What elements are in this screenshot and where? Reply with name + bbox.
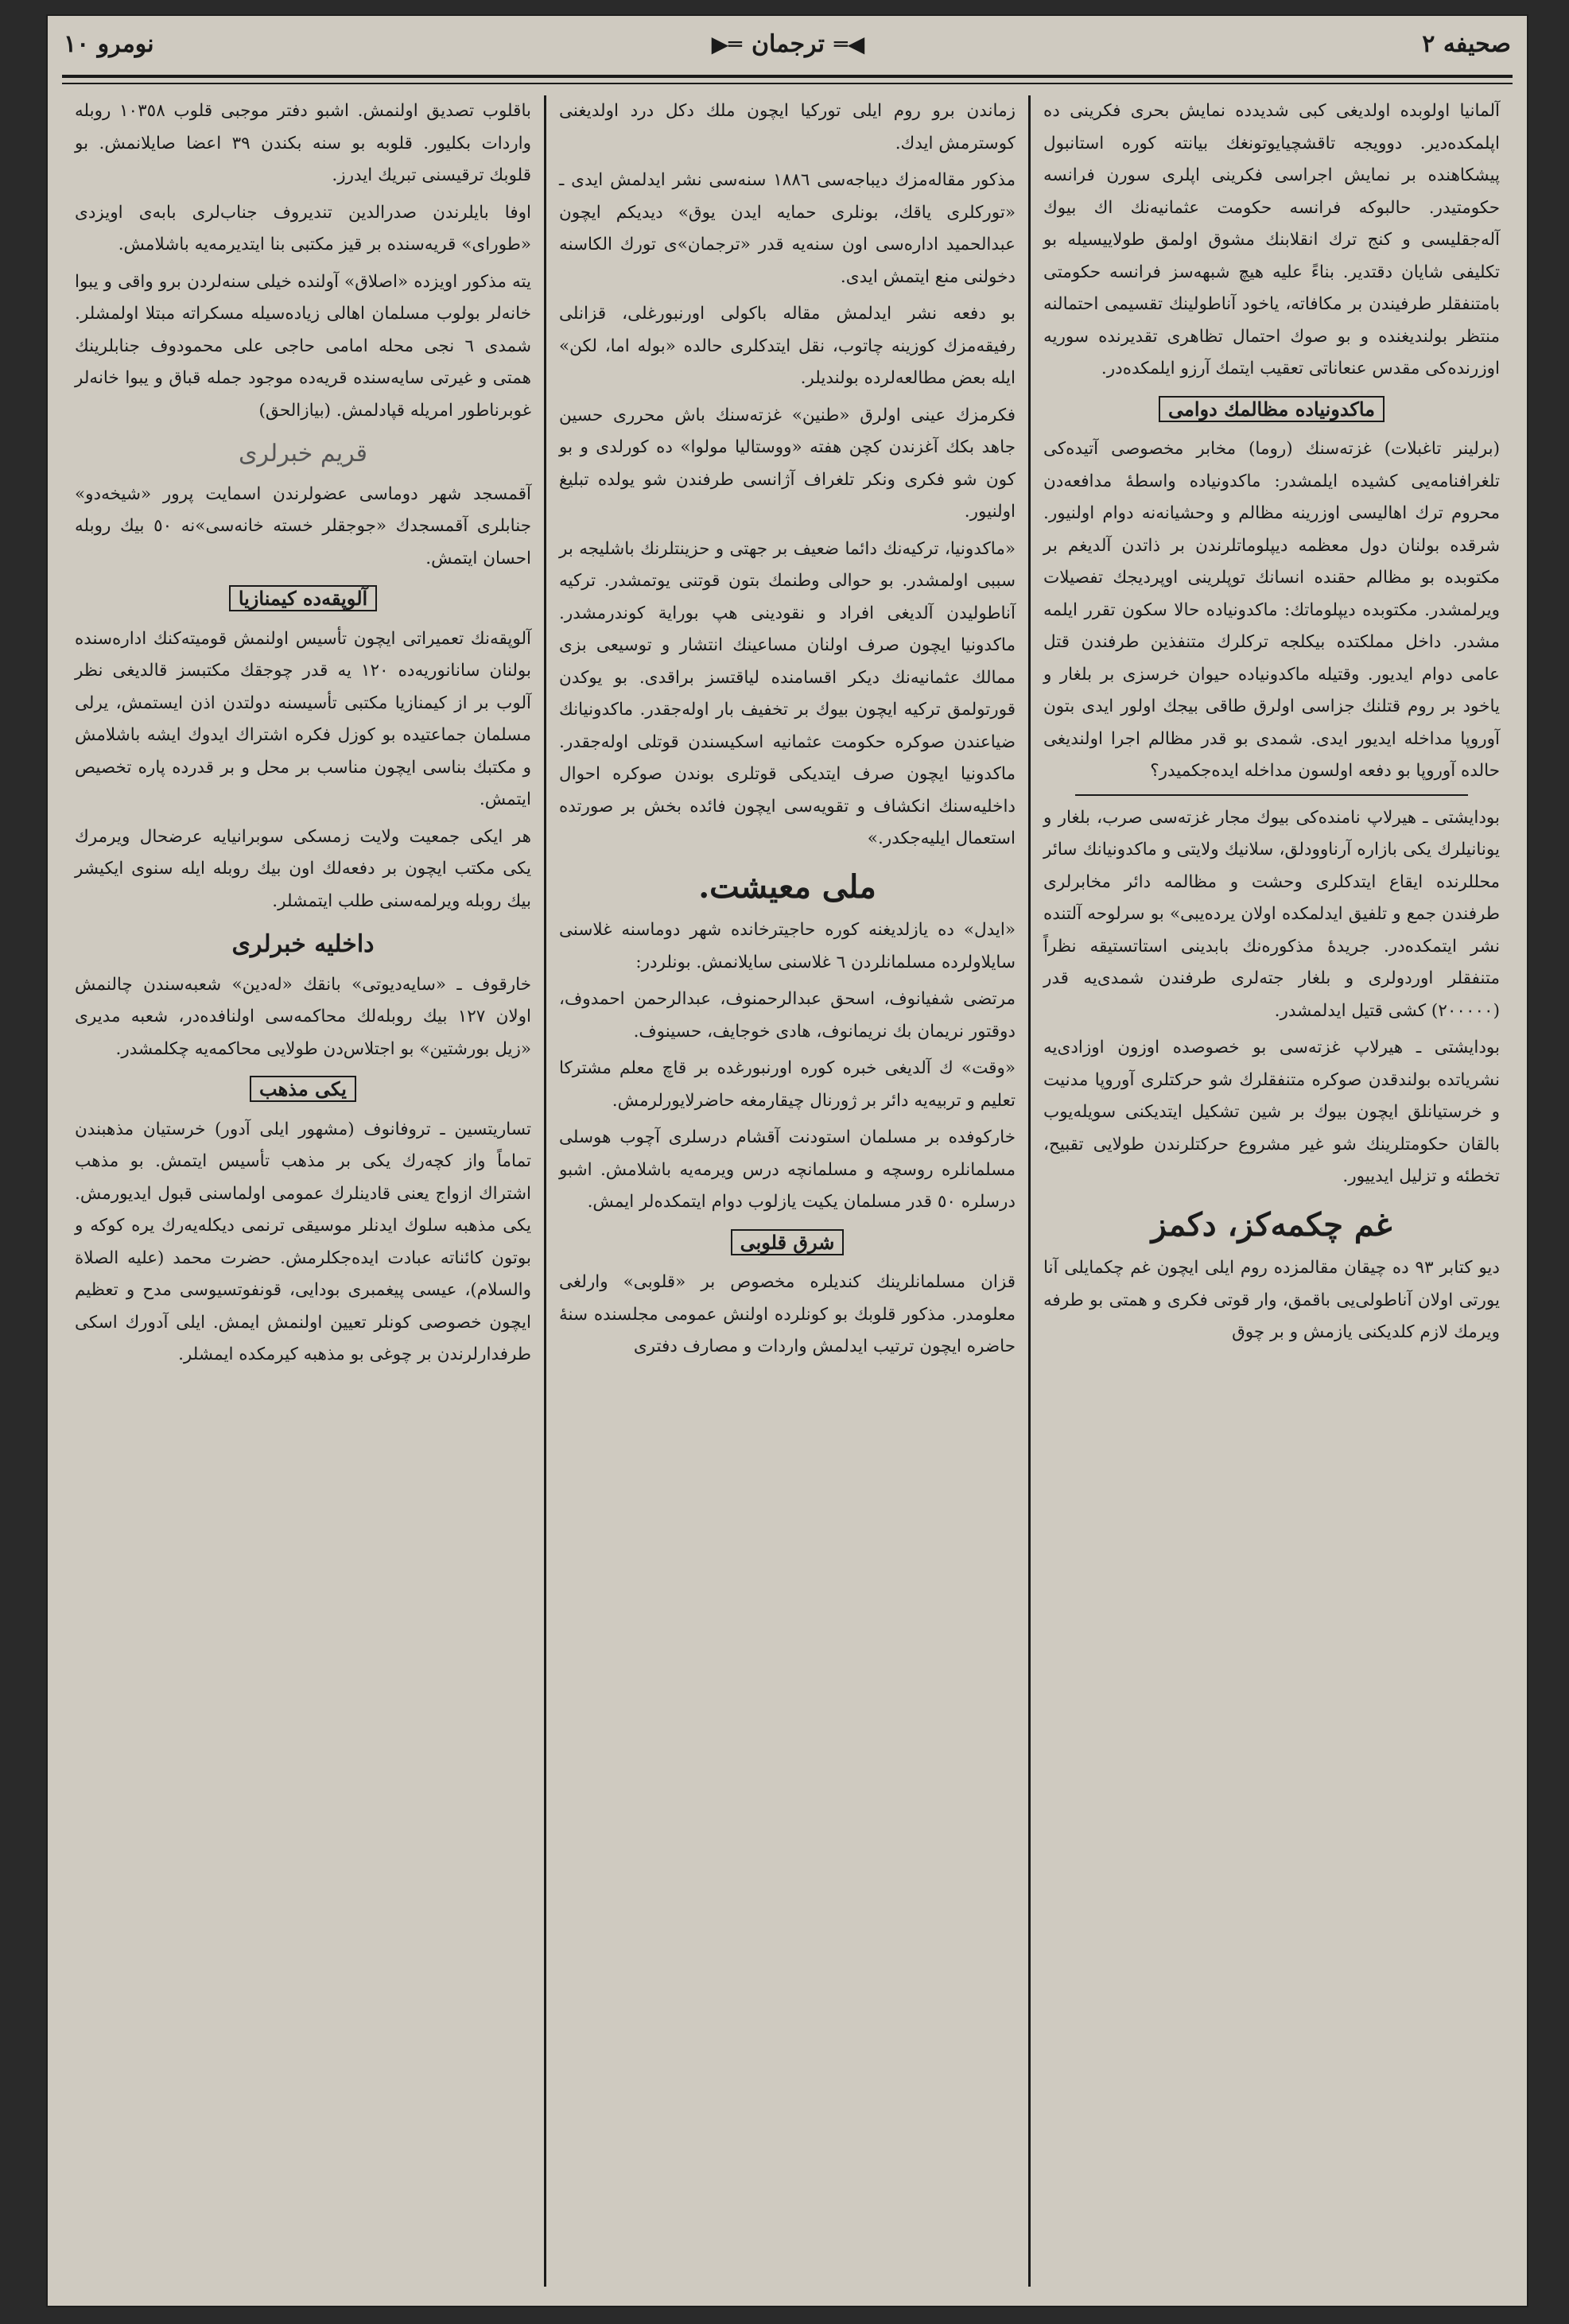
- article-paragraph: تساريتسين ـ تروفانوف (مشهور ايلى آدور) خرستيان مذهبندن تماماً واز كچه‌رك يكى بر مذهب تأسيس ايتمش. بو مذهب اشتراك ازواج يعنى قادينلرك عمومى اولماسنى قبول ايديورمش. يكى مذهبه سلوك ايدنلر موسيقى ترنمى ديكله‌يه‌رك يره كوكه و بوتون كائناته عبادت ايده‌جكلرمش. حضرت محمد (عليه الصلاة والسلام)، عيسى پيغمبرى بودايى، قونفوتسيوسى مدح و تعظيم ايچون خصوصى كونلر تعيين اولنمش ايمش. ايلى آدورك اسكى طرفدارلرندن بر چوغى بو مذهبه كيرمكده ايمشلر.: [75, 1119, 531, 1364]
- section-divider: [1075, 794, 1468, 796]
- issue-number: نومرو ١٠: [64, 29, 154, 58]
- article-paragraph: قزان مسلمانلرينك كنديلره مخصوص بر «قلوبى» وارلغى معلومدر. مذكور قلوبك بو كونلرده اولنش عمومى مجلسنده سنهٔ حاضره ايچون ترتيب ايدلمش واردات و مصارف دفترى: [559, 1272, 1016, 1356]
- article-paragraph: هر ايكى جمعيت ولايت زمسكى سوبرانيا‌يه عرضحال ويرمرك يكى مكتب ايچون بر دفعه‌لك اون بيك روبله ايله سنوى ايكيشر بيك روبله ويرلمه‌سنى طلب ايتمشلر.: [75, 826, 531, 911]
- article-paragraph: مرتضى شفيانوف، اسحق عبدالرحمنوف، عبدالرحمن احمدوف، دوقتور نريمان بك نريمانوف، هادى خوجايف، حسينوف.: [559, 989, 1016, 1042]
- article-paragraph: خارقوف ـ «سايه‌ديوتى» بانقك «له‌دين» شعبه‌سندن چالنمش اولان ١٢٧ بيك روبله‌لك محاكمه‌سى اولنافده‌در، شعبه مديرى «زيل بورشتين» بو اجتلاس‌دن طولايى محاكمه‌يه چكلمشدر.: [75, 974, 532, 1059]
- article-paragraph: يته مذكور اويزده «اصلاق» آولنده خيلى سنه‌لردن برو واقى و يبوا خانه‌لر بولوب مسلمان اهالى زياده‌سيله مسكراته مبتلا اولمشلر. شمدى ٦ نجى محله امامى حاجى على محمودوف جنابلرينك همتى و غيرتى سايه‌سنده قريه‌ده موجود جمله قباق و يبوا خانه‌لر غوبرناطور امريله قپادلمش. (بيازالحق): [75, 271, 531, 421]
- boxed-subheading: [75, 1073, 531, 1106]
- masthead: [48, 16, 1527, 72]
- newspaper-title: ترجمان: [751, 29, 825, 58]
- section-heading: داخليه خبرلرى: [231, 930, 375, 958]
- article-paragraph: باقلوب تصديق اولنمش. اشبو دفتر موجبى قلوب ١٠٣٥٨ روبله واردات بكليور. قلوبه بو سنه بكندن ٣٩ اعضا صايلانمش. بو قلوبك ترقيسنى تبريك ايدرز.: [75, 101, 532, 185]
- page-number: صحيفه ٢: [1422, 29, 1511, 58]
- article-paragraph: بودايشتى ـ هيرلاپ نامنده‌كى بيوك مجار غزته‌سى صرب، بلغار و يونانيلرك يكى بازاره آرناوودلق، سلانيك ولايتى و ماكدونيانك سائر محللرنده ايقاع ايتدكلرى وحشت و مظالمه دائر مخابرلرى طرفندن جمع و تلفيق ايدلمكده اولان يرده‌يبى» بو سرلوحه آلتنده نشر ايتمكده‌در. جريدهٔ مذكوره‌نك بابدينى استاتستيقه نظراً متنفقلر اوردولرى و بلغار جته‌لرى طرفندن شمدى‌يه قدر (٢٠٠٠٠٠) كشى قتيل ايدلمشدر.: [1043, 807, 1500, 1021]
- boxed-subheading: [75, 583, 531, 615]
- column-left: [62, 95, 546, 2287]
- section-heading: ملى معيشت.: [698, 867, 876, 906]
- header-rule: [62, 75, 1513, 78]
- article-paragraph: «ماكدونيا، تركيه‌نك دائما ضعيف بر جهتى و حزينتلرنك باشليجه بر سببى اولمشدر. بو حوالى وطنمك بتون قوتنى يوتمشدر. تركيه آناطوليدن آلديغى افراد و نقودينى هپ بوراية كوندرمشدر. ماكدونيا ايچون صرف اولنان مساعينك انتشار و توسيعى بزى ممالك عثمانيه‌نك ديكر اقسامنده لياقتسز براقدى. بو يوكدن قورتولمق تركيه ايچون بيوك بر تخفيف بار اوله‌جقدر. ماكدونيانك ضياعندن صوكره حكومت عثمانيه اسكيسندن قوتلى اوله‌جقدر. ماكدونيا ايچون صرف ايتديكى قوتلرى بوندن صوكره احوال داخليه‌سنك انكشاف و تقويه‌سى ايچون فائده بخش بر صورتده استعمال ايليه‌جكدر.»: [559, 538, 1016, 848]
- article-paragraph: ديو كتابر ٩٣ ده چيقان مقالمزده روم ايلى ايچون غم چكمايلى آنا يورتى اولان آناطولى‌يى باقمق، وار قوتى فكرى و همتى بو طرفه ويرمك لازم كلديكنى يازمش و بر چوق: [1043, 1258, 1500, 1342]
- column-right: [1031, 95, 1513, 2287]
- article-paragraph: آلمانيا اولوبده اولديغى كبى شديدده نمايش بحرى فكرينى ده اپلمكده‌دير. دوويجه تاقشچيايوتونغك بيانته كوره استانبول پيشكاهنده بر نمايش اجراسى فكرينى اپلرى سورن فرانسه حكومتيدر. حالبوكه فرانسه حكومت عثمانيه‌نك اك بيوك آله‌جقليسى و كنج ترك انقلابنك مشوق اولمق طولاييسيله بو تكليفى شايان دقتدير. بناءً عليه هيچ شبهه‌سز فرانسه حكومتى بامتنفقلر طرفيندن بر مكافاته، ياخود آناطولينك تقسيمى احتمالنه منتظر بولنديغنده و بو صوك احتمال تظاهرى تقديرنده سوريه اوزرنده‌كى مقدس عنعاناتى تعقيب ايتمك آرزو ايلمكده‌در.: [1043, 101, 1500, 378]
- column-middle: [546, 95, 1031, 2287]
- boxed-subheading: [1043, 394, 1500, 426]
- article-paragraph: «ايدل» ده يازلديغنه كوره حاجيترخانده شهر دوماسنه غلاسنى سايلاولرده مسلمانلردن ٦ غلاسنى سايلانمش. بونلردر:: [559, 920, 1016, 972]
- subheading-text: ماكدونياده مظالمك دوامى: [1159, 396, 1385, 422]
- article-paragraph: «وقت» ك آلديغى خبره كوره اورنبورغده بر قاچ معلم مشتركا تعليم و تربيه‌يه دائر بر ژورنال چيقارمغه حاضرلايورلرمش.: [559, 1058, 1016, 1111]
- article-paragraph: آقمسجد شهر دوماسى عضولرندن اسمايت پرور «شيخه‌دو» جنابلرى آقمسجدك «جوجقلر خسته خانه‌سى»‌نه ٥٠ بيك روبله احسان ايتمش.: [75, 483, 531, 568]
- article-paragraph: (برلينر تاغبلات) غزته‌سنك (روما) مخابر مخصوصى آتيده‌كى تلغرافنامه‌يى كشيده ايلمشدر: ماكدونياده واسطهٔ مدافعه‌دن محروم ترك اهاليسى اوزرينه مظالم و وحشيانه‌نه دوام اولنيور. شرقده بولنان دول معظمه ديپلوماتلرندن بر ذاتدن آلديغم بر مكتوبده بو مظالم حقنده انسانك توپلرينى اوپرديجك تفصيلات ويرلمشدر. مكتوبده ديپلوماتك: ماكدونياده حالا سكون تقرر ايلمه مشدر. داخل مملكتده بيكلجه تركلرك متنفذين طرفندن قتل عامى دوام ايديور. وقتيله ماكدونياده حيوان خرسزى بر بلغار و ياخود بر روم قتلنك جزاسى اولرق طاقى بيجك اولور ايدى بتون آوروپا مداخله ايديور ايدى. شمدى بو قدر مظالم اجرا اولنديغى حالده آوروپا بو دفعه اولسون مداخله ايده‌جكميدر؟: [1043, 439, 1500, 781]
- columns: [62, 95, 1513, 2287]
- newspaper-page: [48, 16, 1527, 2306]
- subheading-text: شرق قلوبى: [731, 1229, 845, 1255]
- article-paragraph: خاركوفده بر مسلمان استودنت آقشام درسلرى آچوب هوسلى مسلمانلره روسچه و مسلمانچه درس ويرمه‌يه باشلامش. اشبو درسلره ٥٠ قدر مسلمان يكيت يازلوب دوام ايتمكده‌لر ايمش.: [559, 1127, 1016, 1212]
- article-paragraph: بودايشتى ـ هيرلاپ غزته‌سى بو خصوصده اوزون اوزادى‌يه نشرياتده بولندقدن صوكره متنفقلرك شو حركتلرى آوروپا مدنيت و خرستيانلق ايچون بيوك بر شين تشكيل ايتديكنى سويله‌يوب بالقان حكومتلرينك شو غير مشروع حركتلرندن طولايى تقبيح، تخطئه و تزليل ايدييور.: [1043, 1038, 1500, 1186]
- article-paragraph: بو دفعه نشر ايدلمش مقاله باكولى اورنبورغلى، قزانلى رفيقه‌مزك كوزينه چاتوب، نقل ايتدكلرى حالده «بوله اما، لكن» ايله بعض مطالعه‌لرده بولنديلر.: [559, 304, 1016, 388]
- section-heading: غم چكمه‌كز، دكمز: [1151, 1205, 1392, 1243]
- article-paragraph: اوفا بايلرندن صدرالدين تنديروف جناب‌لرى بابه‌ى اويزدى «طوراى» قريه‌سنده بر قيز مكتبى بنا ايتديرمه‌يه باشلامش.: [75, 202, 531, 254]
- article-paragraph: آلوپقه‌نك تعميراتى ايچون تأسيس اولنمش قوميته‌كنك اداره‌سنده بولنان سانانوريه‌ده ١٢٠ يه قدر چوجقك مكتبسز قالديغى نظر آلوب بر از كيمنازيا مكتبى تأسيسنه دولتدن اذن ايستمش، يرلى مسلمان جماعتيده بو كوزل فكره اشتراك ايدوك ايشه باشلامش و مكتبك بناسى ايچون مناسب بر محل و بر قدرده پاره تخصيص ايتمش.: [75, 628, 531, 809]
- subheading-text: آلوپقه‌ده كيمنازيا: [229, 585, 377, 611]
- ornament-icon: ◀═: [833, 30, 865, 57]
- article-paragraph: مذكور مقاله‌مزك ديباجه‌سى ١٨٨٦ سنه‌سى نشر ايدلمش ايدى ـ «توركلرى ياقك، بونلرى حمايه ايدن يوق» ديديكم ايچون عبدالحميد اداره‌سى اون سنه‌يه قدر «ترجمان»‌ى تورك الكاسنه دخولنى منع ايتمش ايدى.: [559, 170, 1016, 287]
- boxed-subheading: [559, 1227, 1016, 1259]
- masthead-title: [712, 30, 865, 58]
- section-heading: قريم خبرلرى: [238, 440, 368, 468]
- header-rule-thin: [62, 83, 1513, 84]
- subheading-text: يكى مذهب: [250, 1076, 356, 1102]
- article-paragraph: فكرمزك عينى اولرق «طنين» غزته‌سنك باش محررى حسين جاهد بكك آغزندن كچن هفته «ووستاليا مولوا» ده كورلدى و بو كون شو فكرى ونكر تلغراف آژانسى طرفندن شو يولده تبليغ اولنيور.: [559, 405, 1016, 522]
- article-paragraph: زماندن برو روم ايلى توركيا ايچون ملك دكل درد اولديغنى كوسترمش ايدك.: [559, 101, 1016, 153]
- ornament-icon: ═▶: [711, 30, 742, 57]
